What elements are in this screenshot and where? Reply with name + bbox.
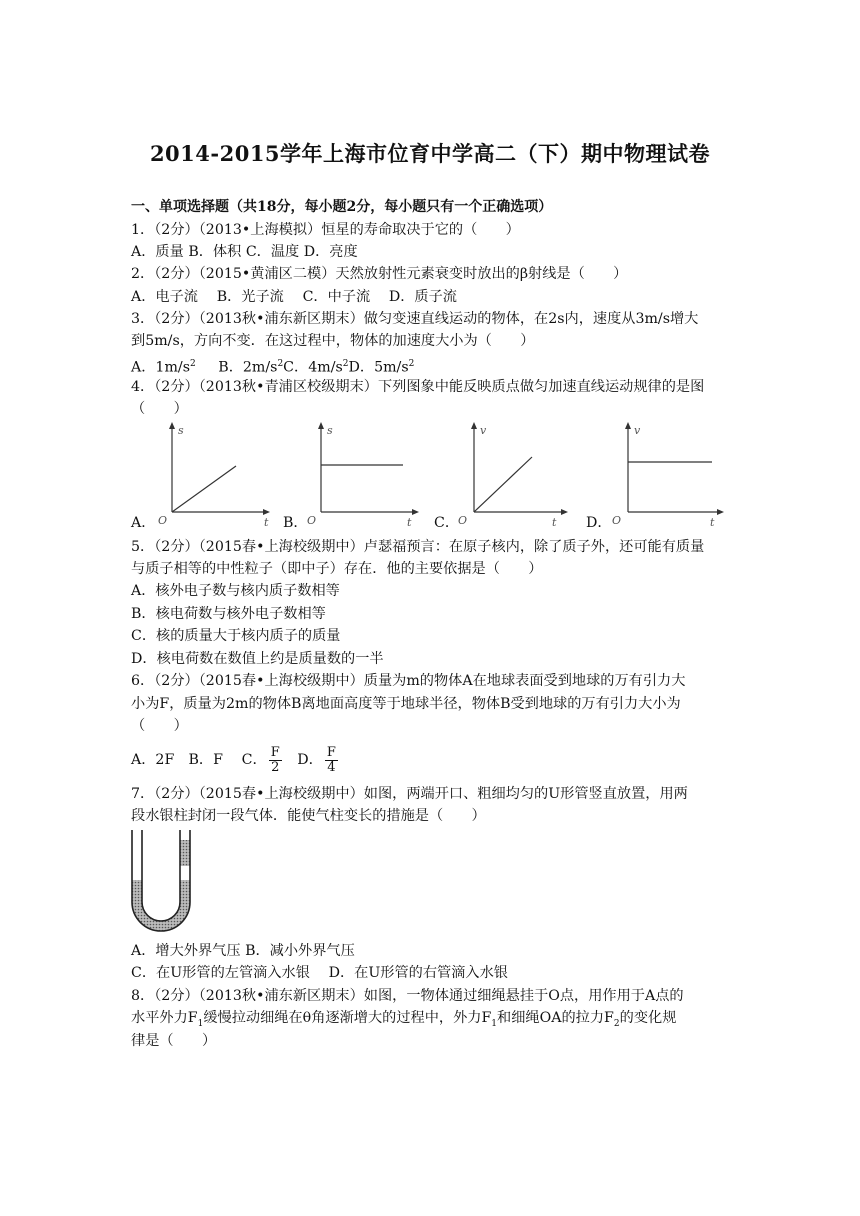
q4-stem-line1: 4．（2分）（2013秋•青浦区校级期末）下列图象中能反映质点做匀加速直线运动规律的是图 (131, 379, 705, 395)
q5-stem-line2: 与质子相等的中性粒子（即中子）存在．他的主要依据是（ ） (131, 561, 543, 577)
graph-c (452, 420, 572, 530)
q3-stem-line1: 3．（2分）（2013秋•浦东新区期末）做匀变速直线运动的物体，在2s内，速度从3m/s增大 (131, 311, 699, 327)
q7-options-ab: A．增大外界气压 B．减小外界气压 (131, 943, 355, 959)
q6-fraction-d (325, 746, 338, 775)
q4-label-c: C． (434, 515, 460, 531)
q5-option-c: C．核的质量大于核内质子的质量 (131, 628, 341, 644)
section-heading: 一、单项选择题（共18分，每小题2分，每小题只有一个正确选项） (131, 199, 553, 215)
exam-title: 2014-2015学年上海市位育中学高二（下）期中物理试卷 (149, 141, 711, 166)
q8-stem-part-c: 和细绳OA的拉力F (497, 1010, 614, 1026)
q5-stem-line1: 5．（2分）（2015春•上海校级期中）卢瑟福预言：在原子核内，除了质子外，还可能有质量 (131, 539, 705, 555)
q6-stem-line2: 小为F，质量为2m的物体B离地面高度等于地球半径，物体B受到地球的万有引力大小为 (131, 696, 681, 712)
graph-c-origin: O (458, 514, 468, 527)
graph-c-y-label: v (480, 424, 487, 437)
q4-label-b: B． (283, 515, 308, 531)
graph-a-x-label: t (264, 516, 269, 529)
graph-b-y-label: s (327, 424, 333, 437)
q6-fraction-c-den: 2 (271, 759, 280, 775)
graph-b-x-label: t (407, 516, 412, 529)
q8-sub-1b: 1 (491, 1018, 498, 1029)
q6-stem-line1: 6．（2分）（2015春•上海校级期中）质量为m的物体A在地球表面受到地球的万有引力大 (131, 673, 686, 689)
q8-stem-line1: 8．（2分）（2013秋•浦东新区期末）如图，一物体通过细绳悬挂于O点，用作用于A点的 (131, 988, 684, 1004)
graph-a-y-label: s (178, 424, 184, 437)
q1-stem: 1．（2分）（2013•上海模拟）恒星的寿命取决于它的（ ） (131, 222, 520, 238)
q5-option-d: D．核电荷数在数值上约是质量数的一半 (131, 651, 384, 667)
q6-fraction-d-num: F (326, 744, 336, 760)
q3-option-c: C．4m/s (283, 359, 343, 376)
graph-d (606, 420, 726, 530)
q8-stem-line3: 律是（ ） (131, 1033, 217, 1049)
q8-sub-1a: 1 (197, 1018, 204, 1029)
graph-b (299, 420, 419, 530)
q2-options: A．电子流 B．光子流 C．中子流 D．质子流 (131, 289, 457, 305)
graph-d-origin: O (612, 514, 622, 527)
q3-exp-a: 2 (189, 359, 196, 369)
q4-stem-line2: （ ） (131, 401, 188, 417)
q3-exp-d: 2 (408, 359, 415, 369)
q5-option-b: B．核电荷数与核外电子数相等 (131, 606, 326, 622)
u-tube-diagram (128, 830, 194, 934)
q5-option-a: A．核外电子数与核内质子数相等 (131, 583, 340, 599)
q8-stem-line2 (131, 1008, 676, 1034)
q6-stem-line3: （ ） (131, 718, 188, 734)
q3-option-b: B．2m/s (218, 359, 278, 376)
q3-stem-line2: 到5m/s，方向不变．在这过程中，物体的加速度大小为（ ） (131, 333, 535, 349)
q7-stem-line1: 7．（2分）（2015春•上海校级期中）如图，两端开口、粗细均匀的U形管竖直放置，用两 (131, 786, 688, 802)
q6-option-d: D． (297, 752, 323, 768)
graph-a-origin: O (158, 514, 168, 527)
q3-option-d: D．5m/s (348, 359, 409, 376)
graph-b-origin: O (307, 514, 317, 527)
q6-fraction-c-num: F (270, 744, 280, 760)
q6-options (131, 743, 340, 777)
q3-exp-b: 2 (277, 359, 284, 369)
q7-stem-line2: 段水银柱封闭一段气体．能使气柱变长的措施是（ ） (131, 808, 486, 824)
graph-a (150, 420, 270, 530)
q6-option-ab: A．2F B．F C． (131, 752, 267, 768)
q6-fraction-c (269, 746, 282, 775)
q8-stem-part-d: 的变化规 (619, 1010, 677, 1026)
q8-stem-part-b: 缓慢拉动细绳在θ角逐渐增大的过程中，外力F (203, 1010, 492, 1026)
q3-exp-c: 2 (342, 359, 349, 369)
q3-option-a: A．1m/s (131, 359, 190, 376)
q4-label-d: D． (586, 515, 612, 531)
graph-c-x-label: t (552, 516, 557, 529)
graph-d-x-label: t (710, 516, 715, 529)
graph-d-y-label: v (634, 424, 641, 437)
q4-label-a: A． (131, 515, 156, 531)
q8-stem-part-a: 水平外力F (131, 1010, 198, 1026)
q3-options (131, 354, 414, 378)
q8-sub-2: 2 (613, 1018, 620, 1029)
q7-options-cd: C．在U形管的左管滴入水银 D．在U形管的右管滴入水银 (131, 965, 508, 981)
q2-stem: 2．（2分）（2015•黄浦区二模）天然放射性元素衰变时放出的β射线是（ ） (131, 266, 628, 282)
q6-fraction-d-den: 4 (327, 759, 336, 775)
q1-options: A．质量 B．体积 C．温度 D．亮度 (131, 244, 358, 260)
